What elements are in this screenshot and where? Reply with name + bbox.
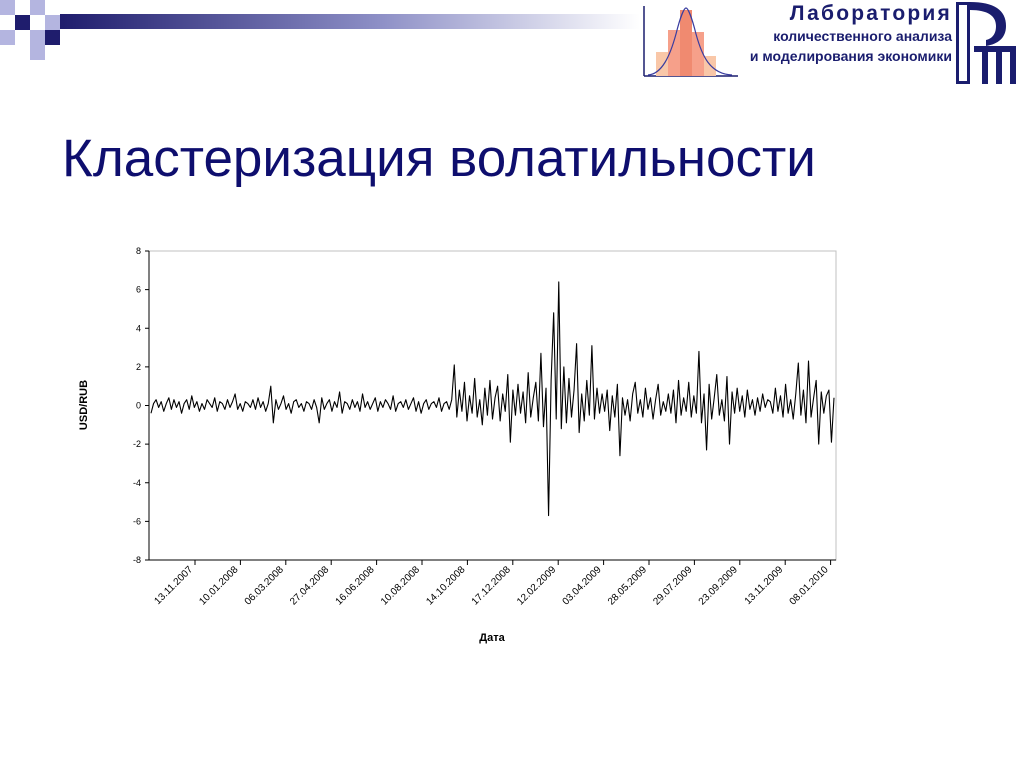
x-tick-label: 12.02.2009	[515, 564, 559, 608]
x-tick-label: 28.05.2009	[605, 564, 650, 608]
y-tick-label: 8	[135, 246, 141, 256]
y-tick-label: -8	[132, 555, 141, 565]
x-tick-label: 10.08.2008	[378, 564, 423, 608]
y-tick-label: -6	[132, 516, 141, 527]
x-tick-label: 16.06.2008	[333, 564, 377, 608]
y-tick-label: 0	[135, 400, 141, 411]
y-tick-label: 4	[135, 323, 141, 334]
x-tick-label: 10.01.2008	[197, 564, 241, 608]
y-tick-label: 2	[135, 361, 141, 372]
x-tick-label: 27.04.2008	[288, 564, 332, 608]
y-tick-label: 6	[135, 284, 141, 295]
x-tick-label: 13.11.2009	[742, 564, 786, 607]
x-tick-label: 14.10.2008	[424, 564, 468, 608]
plot-area	[149, 251, 836, 560]
x-tick-label: 29.07.2009	[651, 564, 695, 608]
x-tick-label: 06.03.2008	[242, 564, 286, 608]
y-tick-label: -2	[132, 439, 141, 450]
x-tick-label: 13.11.2007	[152, 564, 196, 607]
lab-title: Лаборатория	[789, 2, 952, 25]
x-tick-label: 17.12.2008	[469, 564, 513, 608]
x-tick-label: 03.04.2009	[560, 564, 604, 608]
x-tick-label: 08.01.2010	[787, 564, 831, 608]
y-tick-label: -4	[132, 477, 141, 488]
y-axis-title: USD/RUB	[78, 379, 90, 431]
x-axis-title: Дата	[479, 632, 505, 644]
lab-subtitle-line1: количественного анализа	[773, 28, 952, 44]
lab-subtitle-line2: и моделирования экономики	[749, 48, 952, 64]
y-ticks	[133, 246, 149, 565]
x-tick-label: 23.09.2009	[696, 564, 740, 608]
slide-title: Кластеризация волатильности	[62, 129, 816, 188]
x-ticks	[152, 560, 831, 608]
